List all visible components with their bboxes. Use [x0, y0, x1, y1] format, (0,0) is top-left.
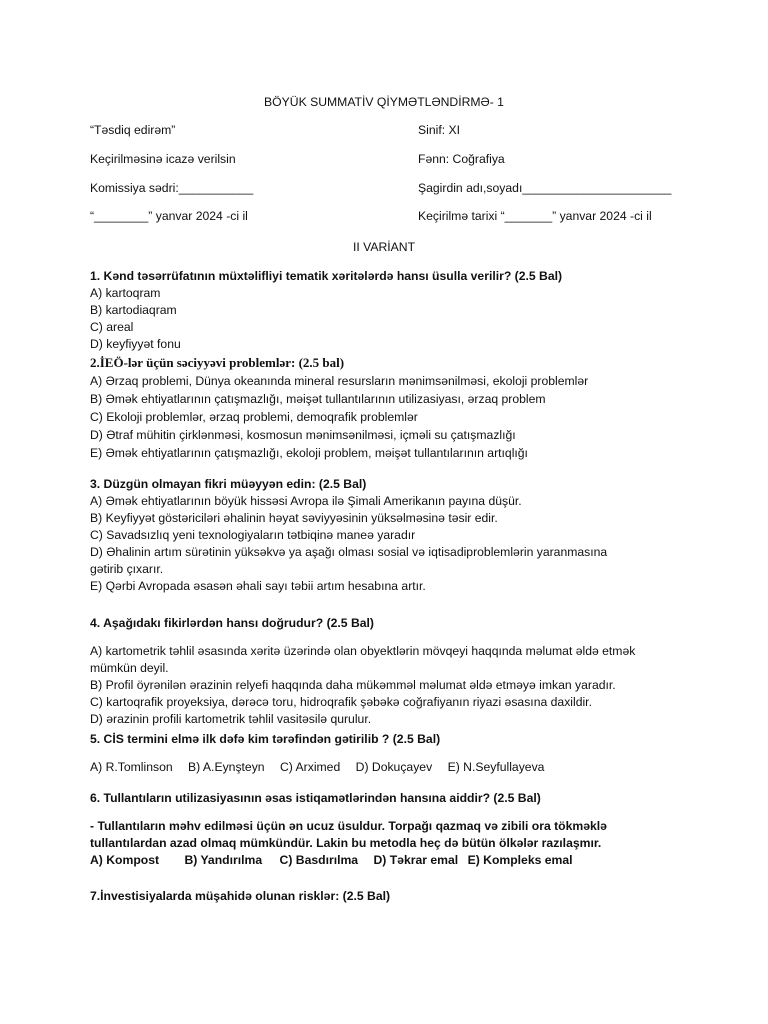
question-text: 3. Düzgün olmayan fikri müəyyən edin: (2.5 Bal): [90, 477, 367, 491]
option: D) ərazinin profili kartometrik təhlil vasitəsilə qurulur.: [90, 712, 372, 726]
question-3: [90, 476, 690, 595]
option-row: [90, 759, 690, 776]
question-5: [90, 731, 690, 776]
question-text: 5. CİS termini elmə ilk dəfə kim tərəfindən gətirilib ? (2.5 Bal): [90, 732, 441, 746]
option: B) Keyfiyyət göstəriciləri əhalinin həyat səviyyəsinin yüksəlməsinə təsir edir.: [90, 511, 498, 525]
option: C) Savadsızlıq yeni texnologiyaların tətbiqinə maneə yaradır: [90, 528, 416, 542]
option: A) kartoqram: [90, 286, 161, 300]
option: B) Profil öyrənilən ərazinin relyefi haqqında daha mükəmməl məlumat əldə etməyə imkan yaradır.: [90, 678, 616, 692]
permission-label: Keçirilməsinə icazə verilsin: [90, 152, 236, 166]
class-label: Sinif: XI: [418, 123, 460, 137]
subject-label: Fənn: Coğrafiya: [418, 152, 505, 166]
page-title: BÖYÜK SUMMATİV QİYMƏTLƏNDİRMƏ- 1: [264, 95, 504, 109]
option: A) kartometrik təhlil əsasında xəritə üzərində olan obyektlərin mövqeyi haqqında məlumat əldə etmək: [90, 644, 636, 658]
option: E) Əmək ehtiyatlarının çatışmazlığı, ekoloji problem, məişət tullantılarının artıqlığı: [90, 446, 528, 460]
option: mümkün deyil.: [90, 661, 169, 675]
option: A) R.Tomlinson: [90, 760, 173, 774]
option: C) Ekoloji problemlər, ərzaq problemi, demoqrafik problemlər: [90, 410, 418, 424]
question-1: [90, 268, 690, 353]
option: E) Qərbi Avropada əsasən əhali sayı təbii artım hesabına artır.: [90, 579, 426, 593]
approval-date-label: “________” yanvar 2024 -ci il: [90, 209, 248, 223]
question-6: [90, 790, 690, 869]
option: C) Basdırılma: [279, 853, 359, 867]
option: B) A.Eynşteyn: [188, 760, 265, 774]
question-text: 6. Tullantıların utilizasiyasının əsas istiqamətlərindən hansına aiddir? (2.5 Bal): [90, 791, 541, 805]
option: D) keyfiyyət fonu: [90, 337, 181, 351]
option: B) kartodiaqram: [90, 303, 177, 317]
option: A) Kompost: [90, 853, 160, 867]
student-name-label: Şagirdin adı,soyadı______________________: [418, 181, 672, 195]
option: E) N.Seyfullayeva: [447, 760, 545, 774]
option: C) kartoqrafik proyeksiya, dərəcə toru, hidroqrafik şəbəkə coğrafiyanın riyazi əsasına daxildir.: [90, 695, 592, 709]
option: D) Dokuçayev: [355, 760, 433, 774]
question-text: 1. Kənd təsərrüfatının müxtəlifliyi tematik xəritələrdə hansı üsulla verilir? (2.5 Bal): [90, 269, 563, 283]
option: gətirib çıxarır.: [90, 562, 164, 576]
variant-label: II VARİANT: [352, 240, 416, 254]
question-4: [90, 615, 690, 728]
option: C) Arximed: [279, 760, 341, 774]
option: A) Əmək ehtiyatlarının böyük hissəsi Avropa ilə Şimali Amerikanın payına düşür.: [90, 494, 522, 508]
question-7: [90, 888, 690, 905]
option: D) Təkrar emal: [373, 853, 459, 867]
option-row: [90, 852, 690, 869]
question-text: 2.İEÖ-lər üçün səciyyəvi problemlər: (2.5 bal): [90, 355, 345, 370]
option: B) Yandırılma: [184, 853, 263, 867]
question-text: 4. Aşağıdakı fikirlərdən hansı doğrudur? (2.5 Bal): [90, 616, 374, 630]
question-description: tullantılardan azad olmaq mümkündür. Lakin bu metodla heç də bütün ölkələr razılaşmır.: [90, 836, 602, 850]
option: D) Ətraf mühitin çirklənməsi, kosmosun mənimsənilməsi, içməli su çatışmazlığı: [90, 428, 516, 442]
option: A) Ərzaq problemi, Dünya okeanında mineral resursların mənimsənilməsi, ekoloji problemlər: [90, 374, 589, 388]
option: C) areal: [90, 320, 134, 334]
option: D) Əhalinin artım sürətinin yüksəkvə ya aşağı olması sosial və iqtisadiproblemlərin yaranmasına: [90, 545, 608, 559]
exam-date-label: Keçirilmə tarixi “_______” yanvar 2024 -ci il: [418, 209, 652, 223]
question-text: 7.İnvestisiyalarda müşahidə olunan risklər: (2.5 Bal): [90, 889, 391, 903]
approval-label: “Təsdiq edirəm”: [90, 123, 176, 137]
option: B) Əmək ehtiyatlarının çatışmazlığı, məişət tullantılarının utilizasiyası, ərzaq problem: [90, 392, 546, 406]
option: E) Kompleks emal: [467, 853, 573, 867]
question-2: [90, 354, 690, 462]
commission-chair-label: Komissiya sədri:___________: [90, 181, 254, 195]
question-description: - Tullantıların məhv edilməsi üçün ən ucuz üsuldur. Torpağı qazmaq və zibili ora tökməklə: [90, 819, 607, 833]
